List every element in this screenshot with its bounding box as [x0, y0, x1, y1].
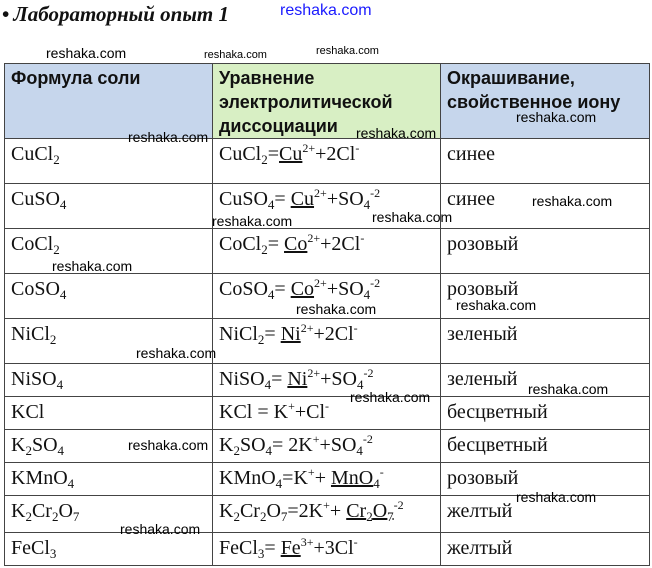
colour-cell: розовый [441, 463, 650, 496]
formula-cell: NiSO$_4$ [5, 364, 213, 397]
equation-cell: $CuCl_2=Cu^{2+}+2Cl^-$ [213, 139, 441, 184]
colour-cell: розовый [441, 229, 650, 274]
bullet-icon: • [2, 2, 10, 26]
colour-cell: бесцветный [441, 397, 650, 430]
formula-cell: NiCl$_2$ [5, 319, 213, 364]
colour-cell: желтый [441, 533, 650, 566]
formula-cell: KCl [5, 397, 213, 430]
watermark: reshaka.com [316, 45, 379, 57]
watermark: reshaka.com [120, 521, 201, 537]
colour-cell: синее [441, 139, 650, 184]
formula-cell: FeCl$_3$ [5, 533, 213, 566]
watermark: reshaka.com [296, 301, 377, 317]
watermark: reshaka.com [204, 49, 267, 61]
header-row [5, 64, 650, 139]
equation-cell: $K_2Cr_2O_7=2K^++ Cr_2O_7^{-2}$ [213, 496, 441, 533]
watermark: reshaka.com [356, 125, 437, 141]
table-row [5, 397, 650, 430]
header-formula: Формула соли [5, 64, 213, 139]
watermark: reshaka.com [532, 193, 613, 209]
formula-cell: $K_2SO_4$ [5, 430, 213, 463]
formula-cell: KMnO$_4$ [5, 463, 213, 496]
table-row [5, 139, 650, 184]
header-colour: Окрашивание, свойственное иону [441, 64, 650, 139]
equation-cell: CoSO$_4$= $Co^{2+}+SO_4^{-2}$ [213, 274, 441, 319]
equation-cell: CuSO$_4$= $Cu^{2+}+SO_4^{-2}$ [213, 184, 441, 229]
colour-cell: бесцветный [441, 430, 650, 463]
watermark: reshaka.com [372, 209, 453, 225]
equation-cell: KCl = K++Cl- [213, 397, 441, 430]
equation-cell: NiCl$_2$= $Ni^{2+}+2Cl^-$ [213, 319, 441, 364]
watermark: reshaka.com [280, 2, 372, 19]
equation-cell: FeCl$_3$= $Fe^{3+}+3Cl^-$ [213, 533, 441, 566]
equation-cell: NiSO$_4$= $Ni^{2+}+SO_4^{-2}$ [213, 364, 441, 397]
table-row [5, 533, 650, 566]
watermark: reshaka.com [136, 345, 217, 361]
equation-cell: CoCl$_2$= $Co^{2+}+2Cl^-$ [213, 229, 441, 274]
header-equation: Уравнение электролитической диссоциации [213, 64, 441, 139]
watermark: reshaka.com [128, 437, 209, 453]
watermark: reshaka.com [52, 258, 133, 274]
formula-cell: CuCl$_2$ [5, 139, 213, 184]
watermark: reshaka.com [46, 45, 127, 61]
experiment-title [2, 2, 229, 27]
colour-cell: розовый [441, 274, 650, 319]
formula-cell: CuSO$_4$ [5, 184, 213, 229]
colour-cell: зеленый [441, 364, 650, 397]
colour-cell: зеленый [441, 319, 650, 364]
watermark: reshaka.com [350, 389, 431, 405]
table-row [5, 430, 650, 463]
watermark: reshaka.com [528, 381, 609, 397]
title-text: Лабораторный опыт 1 [13, 2, 230, 26]
watermark: reshaka.com [516, 109, 597, 125]
colour-cell: синее [441, 184, 650, 229]
formula-cell: $K_2Cr_2O_7$ [5, 496, 213, 533]
formula-cell: CoSO$_4$ [5, 274, 213, 319]
table-row [5, 319, 650, 364]
watermark: reshaka.com [456, 297, 537, 313]
watermark: reshaka.com [128, 129, 209, 145]
watermark: reshaka.com [212, 213, 293, 229]
formula-cell: CoCl$_2$ [5, 229, 213, 274]
watermark: reshaka.com [516, 489, 597, 505]
equation-cell: $K_2SO_4= 2K^++SO_4^{-2}$ [213, 430, 441, 463]
equation-cell: KMnO$_4$=K++ MnO$_4$- [213, 463, 441, 496]
colour-cell: желтый [441, 496, 650, 533]
